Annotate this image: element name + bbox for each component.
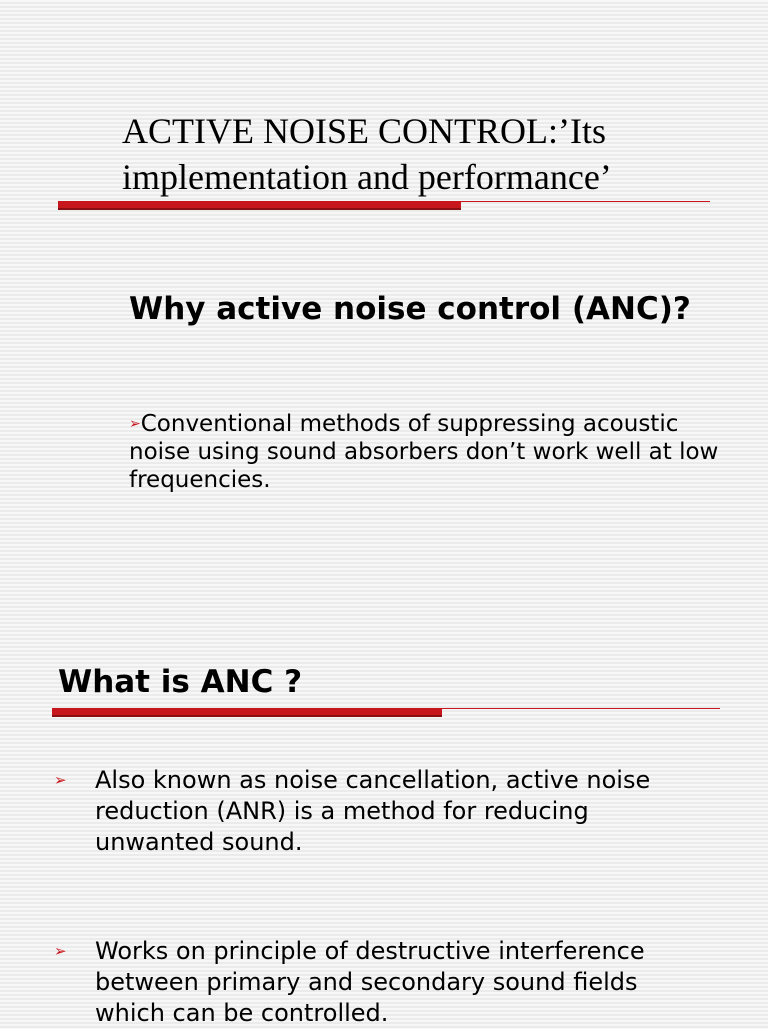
bullet-text: Also known as noise cancellation, active noise reduction (ANR) is a method for reducing unwanted sound. (95, 766, 651, 856)
slide-2-heading: What is ANC ? (58, 664, 303, 700)
list-item (54, 765, 714, 858)
arrow-bullet-icon: ➢ (54, 942, 67, 960)
slide-2 (0, 640, 768, 1027)
heading-underline-thin (52, 708, 720, 709)
arrow-bullet-icon: ➢ (54, 771, 67, 789)
slide-1-title: ACTIVE NOISE CONTROL:’Its implementation and performance’ (122, 111, 612, 197)
arrow-bullet-icon: ➢ (129, 416, 141, 432)
slide-1-subheading: Why active noise control (ANC)? (129, 291, 691, 327)
title-underline-thin (58, 201, 710, 202)
slide-1-body (129, 410, 729, 494)
list-item (54, 936, 714, 1029)
heading-underline-shadow (52, 715, 442, 717)
title-underline-shadow (58, 208, 461, 210)
bullet-text: Works on principle of destructive interference between primary and secondary sound fields which can be controlled. (95, 937, 645, 1027)
slide-1-body-text: Conventional methods of suppressing acoustic noise using sound absorbers don’t work well at low frequencies. (129, 411, 719, 493)
